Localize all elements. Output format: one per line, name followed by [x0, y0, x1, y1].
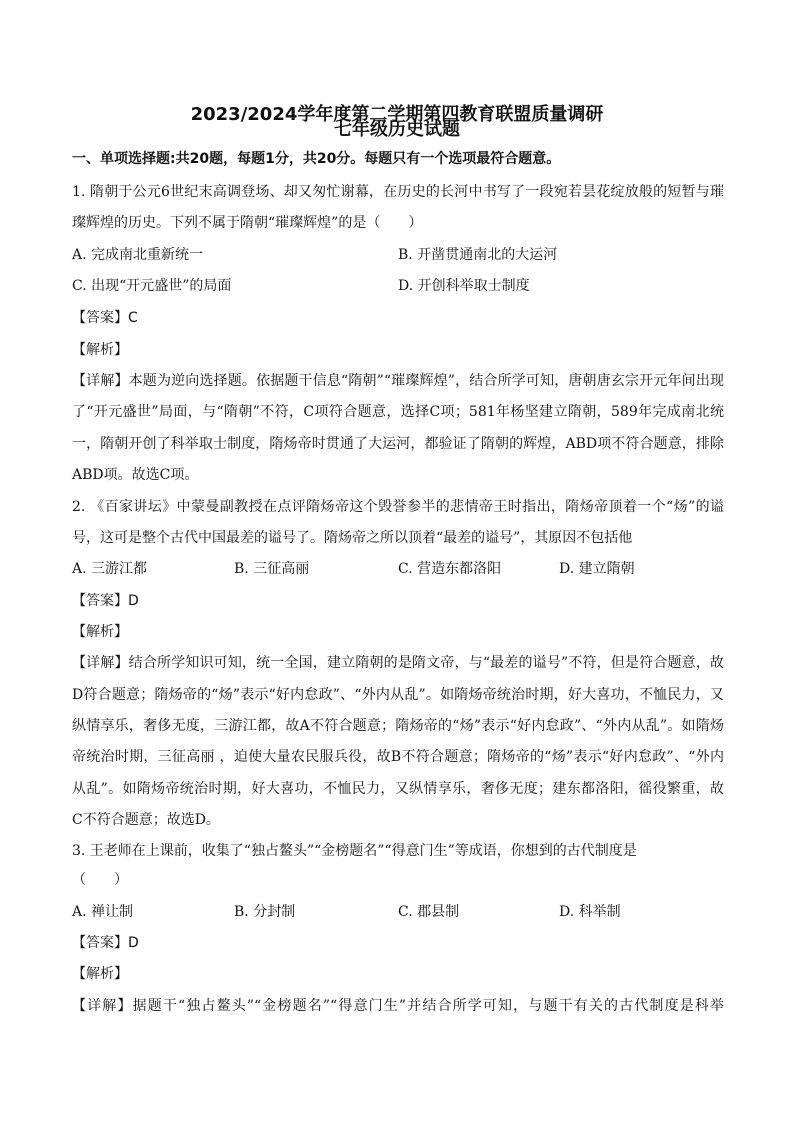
- q1-detail-line-4: ABD项。故选C项。: [72, 467, 199, 483]
- q2-option-b: B. 三征高丽: [234, 561, 310, 577]
- section-heading: 一、单项选择题:共20题，每题1分，共20分。每题只有一个选项最符合题意。: [72, 151, 561, 167]
- q1-detail-line-2: 了“开元盛世”局面，与“隋朝”不符，C项符合题意，选择C项；581年杨坚建立隋朝，589年完成南北统: [72, 404, 724, 420]
- q3-analysis-label: 【解析】: [72, 966, 128, 982]
- q3-answer: 【答案】D: [72, 935, 139, 951]
- q1-option-b: B. 开凿贯通南北的大运河: [398, 247, 558, 263]
- q2-option-a: A. 三游江都: [72, 561, 148, 577]
- q1-option-c: C. 出现“开元盛世”的局面: [72, 278, 232, 294]
- q1-detail-line-1: 【详解】本题为逆向选择题。依据题干信息“隋朝”“璀璨辉煌”，结合所学可知，唐朝唐玄宗开元年间出现: [72, 373, 724, 389]
- q2-detail-line-3: 纵情享乐，奢侈无度，三游江都，故A不符合题意；隋炀帝的“炀”表示“好内怠政”、“外内从乱”。如隋炀: [72, 718, 724, 734]
- q3-option-c: C. 郡县制: [398, 904, 460, 920]
- q3-option-a: A. 禅让制: [72, 904, 134, 920]
- q2-stem-line-1: 2. 《百家讲坛》中蒙曼副教授在点评隋炀帝这个毁誉参半的悲情帝王时指出，隋炀帝顶着一个“炀”的谥: [72, 499, 724, 515]
- q3-stem-line-2: （ ）: [72, 872, 128, 888]
- q2-analysis-label: 【解析】: [72, 624, 128, 640]
- q1-answer: 【答案】C: [72, 310, 138, 326]
- q2-stem-line-2: 号，这可是整个古代中国最差的谥号了。隋炀帝之所以顶着“最差的谥号”，其原因不包括他: [72, 530, 633, 546]
- q2-option-d: D. 建立隋朝: [559, 561, 635, 577]
- q2-answer: 【答案】D: [72, 593, 139, 609]
- q1-stem-line-1: 1. 隋朝于公元6世纪末高调登场、却又匆忙谢幕，在历史的长河中书写了一段宛若昙花绽放般的短暂与璀: [72, 184, 724, 200]
- q3-detail-line-1: 【详解】据题干“独占鳌头”“金榜题名”“得意门生”并结合所学可知，与题干有关的古代制度是科举: [72, 998, 724, 1014]
- q1-option-a: A. 完成南北重新统一: [72, 247, 204, 263]
- q2-detail-line-2: D符合题意；隋炀帝的“炀”表示“好内怠政”、“外内从乱”。如隋炀帝统治时期，好大喜功，不恤民力，又: [72, 687, 724, 703]
- q3-stem-line-1: 3. 王老师在上课前，收集了“独占鳌头”“金榜题名”“得意门生”等成语，你想到的古代制度是: [72, 843, 637, 859]
- q1-stem-line-2: 璨辉煌的历史。下列不属于隋朝“璀璨辉煌”的是（ ）: [72, 215, 423, 231]
- exam-title: 2023/2024学年度第二学期第四教育联盟质量调研: [190, 104, 604, 125]
- q2-option-c: C. 营造东都洛阳: [398, 561, 502, 577]
- q2-detail-line-6: C不符合题意；故选D。: [72, 812, 220, 828]
- q3-option-b: B. 分封制: [234, 904, 296, 920]
- q3-option-d: D. 科举制: [559, 904, 621, 920]
- q2-detail-line-4: 帝统治时期，三征高丽 ，迫使大量农民服兵役，故B不符合题意；隋炀帝的“炀”表示“好内怠政”、“外内: [72, 749, 724, 765]
- q2-detail-line-5: 从乱”。如隋炀帝统治时期，好大喜功，不恤民力，又纵情享乐，奢侈无度；建东都洛阳，徭役繁重，故: [72, 781, 724, 797]
- exam-subtitle: 七年级历史试题: [334, 119, 460, 140]
- q2-detail-line-1: 【详解】结合所学知识可知，统一全国，建立隋朝的是隋文帝，与“最差的谥号”不符，但是符合题意，故: [72, 655, 724, 671]
- q1-analysis-label: 【解析】: [72, 342, 128, 358]
- q1-option-d: D. 开创科举取士制度: [398, 278, 530, 294]
- q1-detail-line-3: 一，隋朝开创了科举取士制度，隋炀帝时贯通了大运河，都验证了隋朝的辉煌，ABD项不符合题意，排除: [72, 436, 724, 452]
